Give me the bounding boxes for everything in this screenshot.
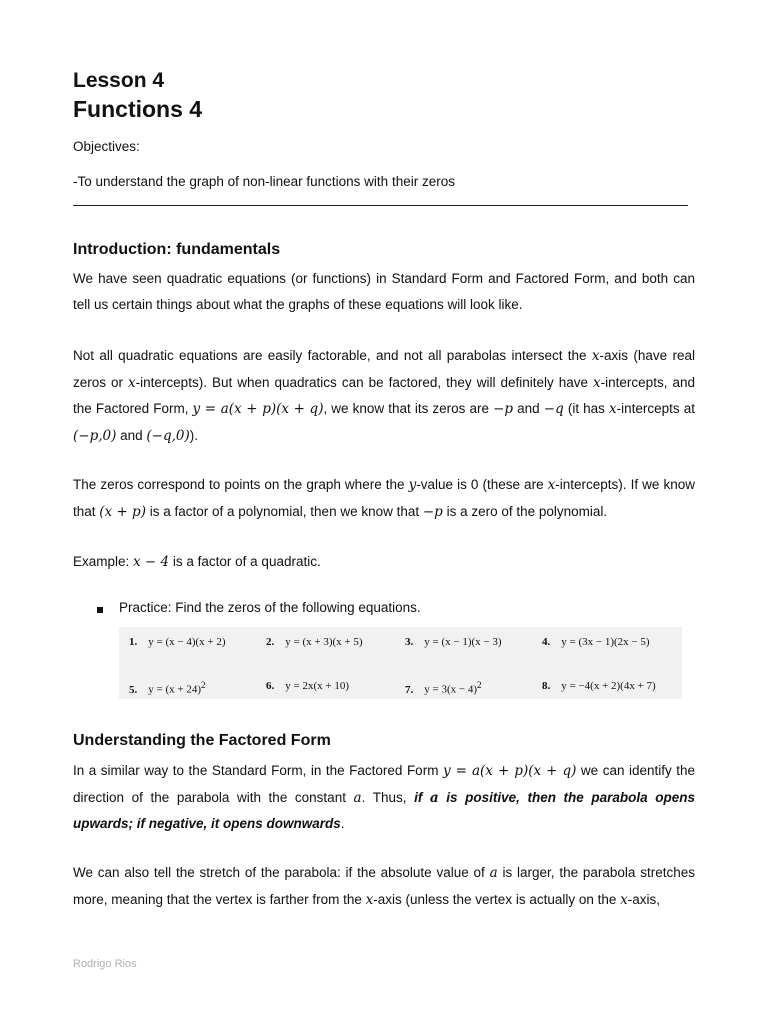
exercise-item: 3. y = (x − 1)(x − 3) — [405, 636, 502, 648]
practice-exercises-image — [119, 627, 682, 699]
section-divider — [73, 205, 688, 206]
footer-author: Rodrigo Rios — [73, 958, 137, 970]
lesson-number: Lesson 4 — [73, 69, 165, 92]
example-paragraph: Example: x − 4 is a factor of a quadratic. — [73, 554, 321, 570]
objectives-label: Objectives: — [73, 139, 140, 154]
factored-form-heading: Understanding the Factored Form — [73, 732, 331, 749]
practice-label: Practice: Find the zeros of the following equations. — [119, 600, 421, 615]
objective-item: -To understand the graph of non-linear functions with their zeros — [73, 174, 455, 189]
intro-paragraph-1: We have seen quadratic equations (or functions) in Standard Form and Factored Form, and both can tell us certain things about what the graphs of these equations will look like. — [73, 271, 695, 312]
exercise-item: 8. y = −4(x + 2)(4x + 7) — [542, 680, 656, 692]
intro-heading: Introduction: fundamentals — [73, 241, 281, 258]
bullet-square-icon — [97, 607, 103, 613]
intro-paragraph-2: Not all quadratic equations are easily factorable, and not all parabolas intersect the x-axis (have real zeros or x-intercepts). But when quadratics can be factored, they will definitely have x-intercepts, and the Factored Form, y = a(x + p)(x + q), we know that its zeros are −p and −q (it has x-intercepts at (−p,0) and (−q,0)). — [73, 348, 696, 444]
exercise-item: 4. y = (3x − 1)(2x − 5) — [542, 636, 650, 648]
exercise-item: 6. y = 2x(x + 10) — [266, 680, 349, 692]
factored-paragraph-1: In a similar way to the Standard Form, in the Factored Form y = a(x + p)(x + q) we can identify the direction of the parabola with the constant a. Thus, if a is positive, then the parabola opens upwards; if negative, it opens downwards. — [73, 763, 696, 831]
factored-form-equation: y = a(x + p)(x + q) — [192, 401, 324, 417]
exercise-item: 1. y = (x − 4)(x + 2) — [129, 636, 226, 648]
exercise-item: 2. y = (x + 3)(x + 5) — [266, 636, 363, 648]
factored-paragraph-2: We can also tell the stretch of the parabola: if the absolute value of a is larger, the parabola stretches more, meaning that the vertex is farther from the x-axis (unless the vertex is actually on the x-axis, — [73, 865, 695, 908]
page-title: Functions 4 — [73, 96, 203, 122]
exercise-item: 5. $y = (x + 24)^2$ — [129, 680, 206, 696]
exercise-item: 7. $y = 3(x - 4)^2$ — [405, 680, 482, 696]
intro-paragraph-3: The zeros correspond to points on the graph where the y-value is 0 (these are x-intercepts). If we know that (x + p) is a factor of a polynomial, then we know that −p is a zero of the polynomial. — [73, 477, 696, 520]
